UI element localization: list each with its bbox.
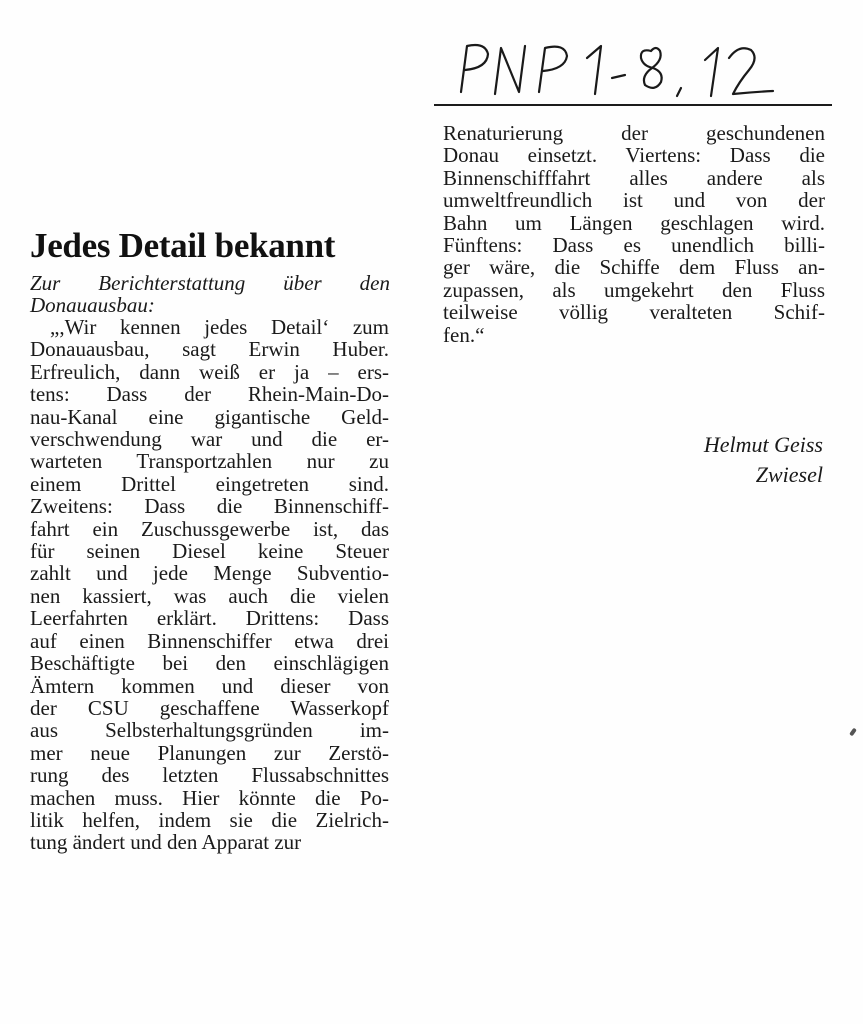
scan-speck — [849, 728, 857, 737]
body-line: Bahn um Längen geschlagen wird. — [443, 210, 825, 235]
body-line: für seinen Diesel keine Steuer — [30, 539, 389, 564]
body-line: Beschäftigte bei den einschlägigen — [30, 651, 389, 676]
body-line: Fünftens: Dass es unendlich billi- — [443, 233, 825, 258]
left-text-column — [30, 316, 389, 854]
body-line: Erfreulich, dann weiß er ja – ers- — [30, 359, 389, 384]
body-line: Donauausbau, sagt Erwin Huber. — [30, 337, 389, 362]
body-line: rung des letzten Flussabschnittes — [30, 763, 389, 788]
handwritten-source-note — [455, 36, 835, 106]
body-line: litik helfen, indem sie die Zielrich- — [30, 807, 389, 832]
right-text-column — [443, 122, 825, 346]
body-line: zupassen, als umgekehrt den Fluss — [443, 277, 825, 302]
body-line: umweltfreundlich ist und von der — [443, 188, 825, 213]
body-line: Zweitens: Dass die Binnenschiff- — [30, 494, 389, 519]
body-line: aus Selbsterhaltungsgründen im- — [30, 718, 389, 743]
handwriting-pnp-date-icon — [455, 36, 835, 106]
body-line: nau-Kanal eine gigantische Geld- — [30, 404, 389, 429]
body-line: zahlt und jede Menge Subventio- — [30, 561, 389, 586]
body-line: Leerfahrten erklärt. Drittens: Dass — [30, 606, 389, 631]
body-line: tens: Dass der Rhein-Main-Do- — [30, 382, 389, 407]
article-headline: Jedes Detail bekannt — [30, 226, 336, 265]
body-line: der CSU geschaffene Wasserkopf — [30, 695, 389, 720]
body-line: mer neue Planungen zur Zerstö- — [30, 740, 389, 765]
body-line: tung ändert und den Apparat zur — [30, 830, 302, 855]
body-line: warteten Transportzahlen nur zu — [30, 449, 389, 474]
body-line: fen.“ — [443, 322, 485, 347]
author-signature — [704, 430, 823, 490]
source-note-underline — [434, 104, 832, 106]
body-line: auf einen Binnenschiffer etwa drei — [30, 628, 389, 653]
body-line: Renaturierung der geschundenen — [443, 121, 825, 145]
body-line: ger wäre, die Schiffe dem Fluss an- — [443, 255, 825, 280]
article-subhead: Zur Berichterstattung über den Donauausbau: — [30, 271, 390, 317]
body-line: fahrt ein Zuschussgewerbe ist, das — [30, 516, 389, 541]
body-line: „,Wir kennen jedes Detail‘ zum — [50, 315, 389, 339]
body-line: Donau einsetzt. Viertens: Dass die — [443, 143, 825, 168]
body-line: Binnenschifffahrt alles andere als — [443, 165, 825, 190]
body-line: teilweise völlig veralteten Schif- — [443, 300, 825, 325]
body-line: einem Drittel eingetreten sind. — [30, 471, 389, 496]
body-line: machen muss. Hier könnte die Po- — [30, 785, 389, 810]
author-city: Zwiesel — [755, 462, 823, 487]
body-line: Ämtern kommen und dieser von — [30, 673, 389, 698]
author-name: Helmut Geiss — [703, 432, 823, 457]
body-line: verschwendung war und die er- — [30, 427, 389, 452]
body-line: nen kassiert, was auch die vielen — [30, 583, 389, 608]
